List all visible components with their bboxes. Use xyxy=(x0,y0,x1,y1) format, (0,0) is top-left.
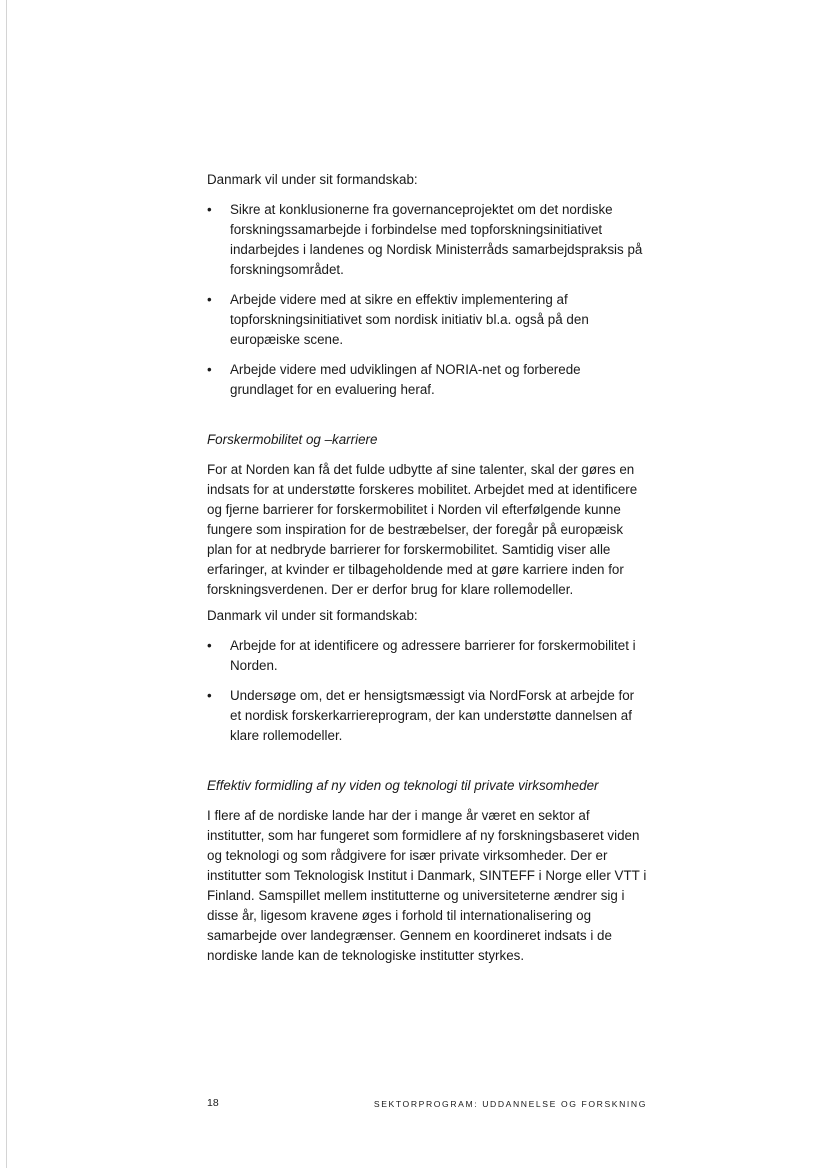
section-intro: Danmark vil under sit formandskab: xyxy=(207,172,418,187)
section-heading: Effektiv formidling af ny viden og teknologi til private virksomheder xyxy=(207,778,599,793)
bullet-icon: • xyxy=(207,638,212,653)
document-body xyxy=(207,170,647,972)
list-item-text: Sikre at konklusionerne fra governanceprojektet om det nordiske forskningssamarbejde i forbindelse med topforskningsinitiativet indarbejdes i landenes og Nordisk Ministerråds samarbejdspraksis på forskningsområdet. xyxy=(230,202,643,277)
section-heading: Forskermobilitet og –karriere xyxy=(207,432,378,447)
list-item-text: Arbejde videre med udviklingen af NORIA-net og forberede grundlaget for en evaluering heraf. xyxy=(230,362,581,397)
bullet-list xyxy=(207,200,647,400)
running-title: SEKTORPROGRAM: UDDANNELSE OG FORSKNING xyxy=(373,1099,647,1109)
list-item xyxy=(207,636,647,676)
bullet-icon: • xyxy=(207,292,212,307)
section-intro: Danmark vil under sit formandskab: xyxy=(207,608,418,623)
bullet-icon: • xyxy=(207,688,212,703)
list-item xyxy=(207,686,647,746)
body-paragraph: I flere af de nordiske lande har der i mange år været en sektor af institutter, som har fungeret som formidlere af ny forskningsbaseret viden og teknologi og som rådgivere for især private virksomheder. Der er institutter som Teknologisk Institut i Danmark, SINTEFF i Norge eller VTT i Finland. Samspillet mellem institutterne og universiteterne ændrer sig i disse år, ligesom kravene øges i forhold til internationalisering og samarbejde over landegrænser. Gennem en koordineret indsats i de nordiske lande kan de teknologiske institutter styrkes. xyxy=(207,808,647,963)
bullet-icon: • xyxy=(207,202,212,217)
page-number: 18 xyxy=(207,1097,219,1109)
list-item-text: Arbejde videre med at sikre en effektiv implementering af topforskningsinitiativet som nordisk initiativ bl.a. også på den europæiske scene. xyxy=(230,292,589,347)
list-item xyxy=(207,200,647,280)
page-left-edge xyxy=(6,0,7,1168)
bullet-list xyxy=(207,636,647,746)
list-item xyxy=(207,290,647,350)
body-paragraph: For at Norden kan få det fulde udbytte af sine talenter, skal der gøres en indsats for at understøtte forskeres mobilitet. Arbejdet med at identificere og fjerne barrierer for forskermobilitet i Norden vil efterfølgende kunne fungere som inspiration for de bestræbelser, der foregår på europæisk plan for at nedbryde barrierer for forskermobilitet. Samtidig viser alle erfaringer, at kvinder er tilbageholdende med at gøre karriere inden for forskningsverdenen. Der er derfor brug for klare rollemodeller. xyxy=(207,462,638,597)
list-item-text: Undersøge om, det er hensigtsmæssigt via NordForsk at arbejde for et nordisk forskerkarriereprogram, der kan understøtte dannelsen af klare rollemodeller. xyxy=(230,688,635,743)
bullet-icon: • xyxy=(207,362,212,377)
list-item-text: Arbejde for at identificere og adressere barrierer for forskermobilitet i Norden. xyxy=(230,638,636,673)
list-item xyxy=(207,360,647,400)
